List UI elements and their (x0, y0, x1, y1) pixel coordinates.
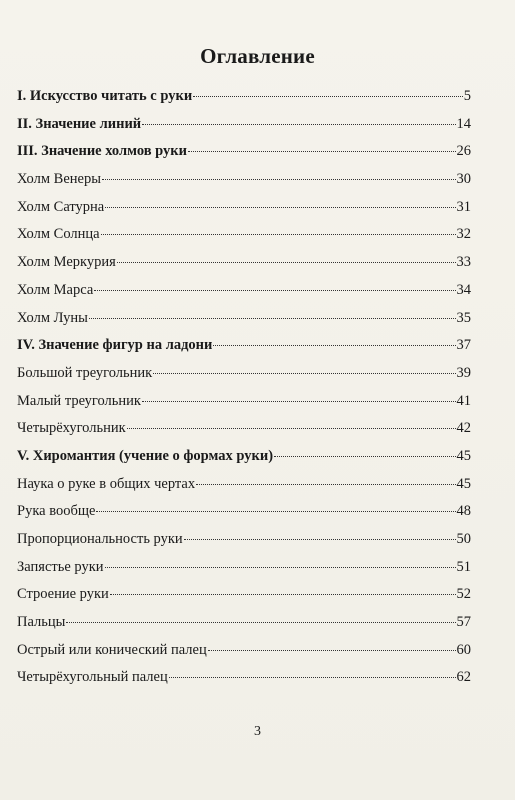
dot-leader (142, 124, 455, 125)
dot-leader (169, 677, 456, 678)
toc-entry-page: 30 (456, 171, 471, 188)
toc-entry-page: 57 (456, 614, 471, 631)
toc-entry-label: Холм Марса (17, 281, 94, 298)
toc-entry-page: 39 (456, 364, 471, 381)
dot-leader (142, 401, 456, 402)
toc-entry (17, 501, 471, 529)
toc-entry-page: 35 (456, 309, 471, 326)
toc-entry-label: Наука о руке в общих чертах (17, 475, 196, 492)
toc-entry-label: Холм Луны (17, 309, 88, 326)
toc-entry-page: 51 (456, 558, 471, 575)
toc-entry-page: 45 (456, 447, 471, 464)
toc-entry-label: IV. Значение фигур на ладони (17, 337, 213, 354)
toc-entry-page: 48 (456, 503, 471, 520)
toc-entry-label: Холм Венеры (17, 171, 101, 188)
toc-entry (17, 612, 471, 640)
toc-entry-label: Большой треугольник (17, 364, 153, 381)
dot-leader (153, 373, 455, 374)
toc-entry (17, 391, 471, 419)
toc-entry-label: II. Значение линий (17, 115, 142, 132)
toc-entry-page: 42 (456, 420, 471, 437)
toc-entry-page: 62 (456, 669, 471, 686)
toc-entry-label: Пальцы (17, 614, 66, 631)
toc-entry-label: Малый треугольник (17, 392, 141, 409)
toc-entry-label: Холм Солнца (17, 226, 100, 243)
toc-entry (17, 280, 471, 308)
toc-entry (17, 224, 471, 252)
dot-leader (101, 234, 456, 235)
toc-entry (17, 418, 471, 446)
toc-entry-label: Четырёхугольник (17, 420, 126, 437)
dot-leader (274, 456, 455, 457)
dot-leader (184, 539, 456, 540)
toc-entry (17, 363, 471, 391)
dot-leader (105, 567, 456, 568)
toc-entry (17, 584, 471, 612)
dot-leader (117, 262, 456, 263)
toc-entry-page: 14 (456, 115, 471, 132)
toc-entry-page: 45 (456, 475, 471, 492)
dot-leader (94, 290, 455, 291)
toc-entry (17, 529, 471, 557)
toc-entry (17, 197, 471, 225)
dot-leader (127, 428, 456, 429)
toc-entry (17, 114, 471, 142)
toc-entry-page: 50 (456, 531, 471, 547)
table-of-contents (17, 86, 471, 695)
toc-entry-label: Запястье руки (17, 558, 104, 575)
toc-entry-label: V. Хиромантия (учение о формах руки) (17, 447, 274, 464)
page-title: Оглавление (200, 44, 315, 68)
toc-entry-page: 60 (456, 641, 471, 658)
toc-entry-page: 37 (456, 337, 471, 354)
toc-entry-label: III. Значение холмов руки (17, 143, 187, 160)
toc-entry-page: 41 (456, 392, 471, 409)
toc-entry-label: Холм Меркурия (17, 254, 116, 271)
page-number: 3 (254, 724, 261, 739)
toc-entry (17, 308, 471, 336)
toc-entry (17, 667, 471, 695)
toc-entry (17, 640, 471, 668)
dot-leader (196, 484, 455, 485)
dot-leader (66, 622, 455, 623)
dot-leader (102, 179, 456, 180)
toc-entry (17, 557, 471, 585)
toc-entry (17, 446, 471, 474)
toc-entry-page: 26 (456, 143, 471, 160)
toc-entry-label: Пропорциональность руки (17, 531, 183, 547)
dot-leader (193, 96, 463, 97)
toc-entry-label: Холм Сатурна (17, 198, 105, 215)
dot-leader (213, 345, 455, 346)
dot-leader (96, 511, 455, 512)
toc-entry-page: 5 (463, 88, 471, 104)
dot-leader (208, 650, 456, 651)
dot-leader (89, 318, 456, 319)
toc-entry-page: 33 (456, 254, 471, 271)
dot-leader (105, 207, 455, 208)
toc-entry (17, 86, 471, 114)
toc-entry-page: 32 (456, 226, 471, 243)
toc-entry (17, 252, 471, 280)
dot-leader (188, 151, 456, 152)
toc-entry-label: Строение руки (17, 586, 109, 603)
toc-entry (17, 335, 471, 363)
toc-entry-label: Рука вообще (17, 503, 96, 520)
dot-leader (110, 594, 456, 595)
toc-entry-page: 52 (456, 586, 471, 603)
toc-entry (17, 474, 471, 502)
toc-entry-label: I. Искусство читать с руки (17, 88, 193, 104)
toc-entry-page: 31 (456, 198, 471, 215)
toc-entry (17, 141, 471, 169)
toc-entry-page: 34 (456, 281, 471, 298)
toc-entry-label: Четырёхугольный палец (17, 669, 168, 686)
toc-entry (17, 169, 471, 197)
toc-entry-label: Острый или конический палец (17, 641, 207, 658)
